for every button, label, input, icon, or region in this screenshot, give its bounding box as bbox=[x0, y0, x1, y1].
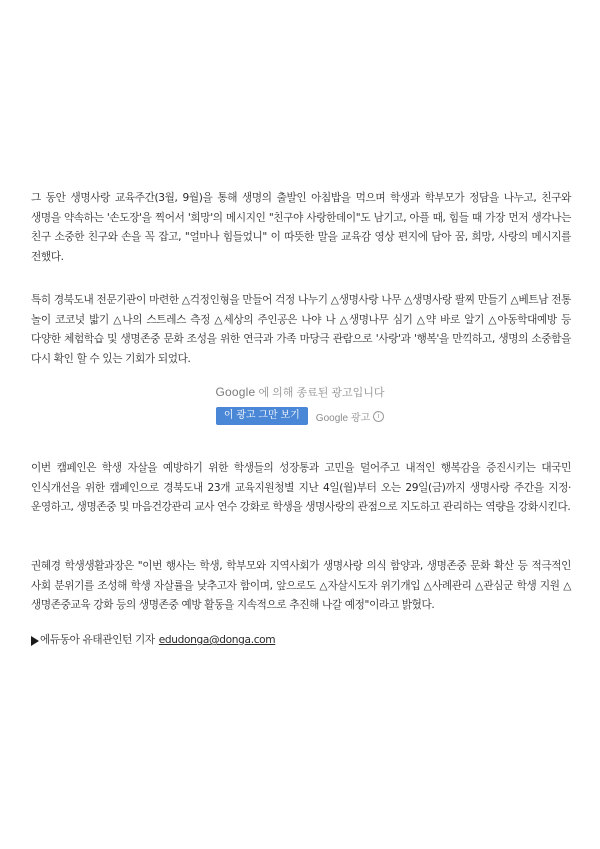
ad-notice-text: 에 의해 종료된 광고입니다 bbox=[258, 387, 385, 399]
ad-actions bbox=[0, 407, 600, 425]
paragraph-text: 이번 캠페인은 학생 자살을 예방하기 위한 학생들의 성장통과 고민을 덜어주고 내적인 행복감을 증진시키는 대국민 인식개선을 위한 캠페인으로 경북도내 23개 교육지원청별 지난 4일(월)부터 오는 29일(금)까지 생명사랑 주간을 지정·운영하고, 생명존중 및 마음건강관리 교사 연수 강화로 학생을 생명사랑의 관점으로 지도하고 관리하는 역량을 강화시킨다. bbox=[31, 462, 571, 513]
article-byline bbox=[31, 631, 571, 651]
info-icon[interactable]: i bbox=[373, 411, 384, 422]
article-paragraph-2 bbox=[31, 291, 571, 369]
article-paragraph-1 bbox=[31, 189, 571, 267]
paragraph-text: 권혜경 학생생활과장은 "이번 행사는 학생, 학부모와 지역사회가 생명사랑 의식 함양과, 생명존중 문화 확산 등 적극적인 사회 분위기를 조성해 학생 자살률을 낮추고자 함이며, 앞으로도 △자살시도자 위기개입 △사례관리 △관심군 학생 지원 △생명존중교육 강화 등의 생명존중 예방 활동을 지속적으로 추진해 나갈 예정"이라고 밝혔다. bbox=[31, 560, 571, 611]
stop-seeing-ad-button[interactable]: 이 광고 그만 보기 bbox=[216, 407, 308, 425]
closed-ad-notice bbox=[0, 384, 600, 425]
article-paragraph-3 bbox=[31, 459, 571, 518]
ad-closed-message bbox=[0, 384, 600, 401]
triangle-arrow-icon bbox=[31, 636, 39, 646]
article-paragraph-4 bbox=[31, 557, 571, 616]
paragraph-text: 특히 경북도내 전문기관이 마련한 △걱정인형을 만들어 걱정 나누기 △생명사랑 나무 △생명사랑 팔찌 만들기 △베트남 전통 놀이 코코넛 밟기 △나의 스트레스 측정 △세상의 주인공은 나야 나 △생명나무 심기 △약 바로 알기 △아동학대예방 등 다양한 체험학습 및 생명존중 문화 조성을 위한 연극과 가족 마당극 관람으로 '사랑'과 '행복'을 만끽하고, 생명의 소중함을 다시 확인 할 수 있는 기회가 되었다. bbox=[31, 294, 571, 365]
paragraph-text: 그 동안 생명사랑 교육주간(3월, 9월)을 통해 생명의 출발인 아침밥을 먹으며 학생과 학부모가 정담을 나누고, 친구와 생명을 약속하는 '손도장'을 찍어서 '희망'의 메시지인 "친구야 사랑한데이"도 남기고, 아플 때, 힘들 때 가장 먼저 생각나는 친구 소중한 친구와 손을 꼭 잡고, "얼마나 힘들었니" 이 따뜻한 말을 교육감 영상 편지에 담아 꿈, 희망, 사랑의 메시지를 전했다. bbox=[31, 192, 571, 263]
google-ads-link[interactable] bbox=[316, 409, 384, 424]
reporter-email-link[interactable]: edudonga@donga.com bbox=[158, 634, 276, 646]
google-brand-text: Google bbox=[215, 385, 256, 399]
reporter-name: 에듀동아 유태관인턴 기자 bbox=[40, 634, 155, 646]
google-ads-label: Google 광고 bbox=[315, 412, 371, 424]
